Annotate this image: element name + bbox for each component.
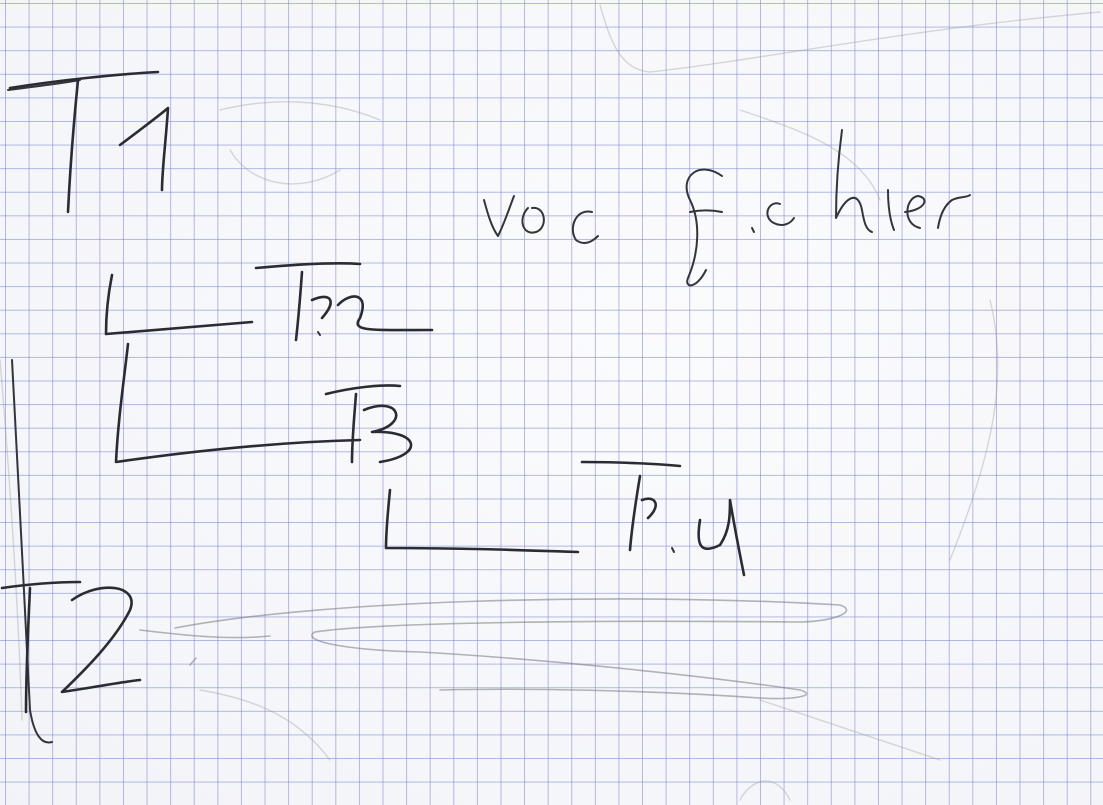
connector-t2-t3 — [116, 344, 360, 462]
label-t4 — [582, 462, 744, 575]
connector-t3-t4 — [386, 490, 578, 552]
label-t1 — [10, 72, 168, 212]
label-t2-branch — [256, 263, 432, 340]
handwritten-annotation — [484, 130, 970, 285]
label-t3 — [326, 385, 411, 462]
connector-t1-t2 — [106, 275, 252, 334]
label-t2-lower — [2, 582, 140, 712]
